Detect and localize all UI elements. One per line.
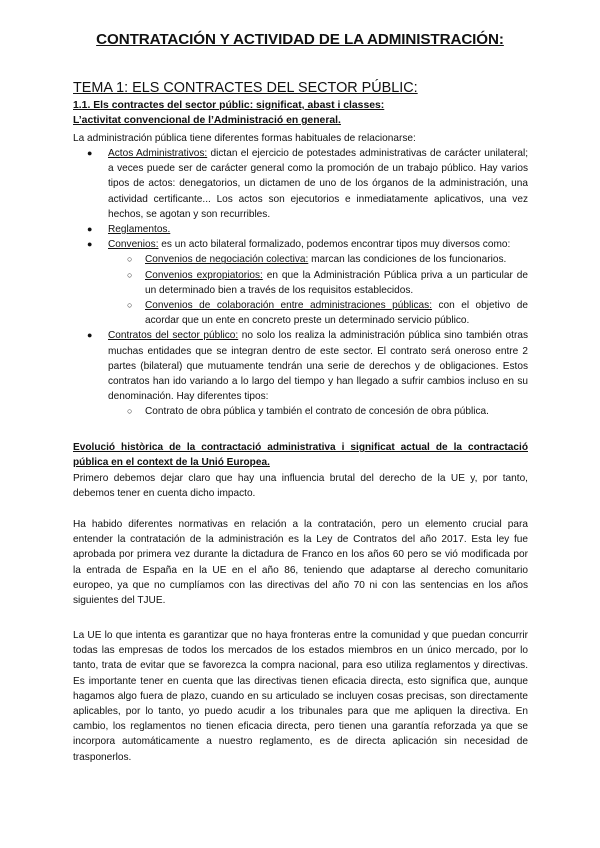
subitem-text: con el objetivo de acordar que un ente en concreto preste un determinado servicio público. — [145, 300, 529, 327]
evolucio-heading: Evolució històrica de la contractació administrativa i significat actual de la contractació pública en el context de la Unió Europea. — [73, 442, 528, 469]
subitem-text: Contrato de obra pública y también el contrato de concesión de obra pública. — [145, 406, 489, 418]
list-item — [73, 222, 528, 237]
bullet-icon: ● — [87, 239, 93, 250]
subitem-text: marcan las condiciones de los funcionarios. — [308, 254, 507, 266]
subitem-term: Convenios de negociación colectiva: — [145, 254, 309, 266]
sub-list-item — [73, 298, 528, 328]
list-item — [73, 328, 528, 404]
item-term: Contratos del sector público: — [108, 330, 239, 342]
bullet-icon: ● — [87, 148, 93, 158]
circle-bullet-icon: ○ — [127, 269, 133, 280]
sub-list-item — [73, 268, 528, 298]
item-text: no solo los realiza la administración pública sino también otras muchas entidades que se integran dentro de este sector. El contrato será oneroso entre 2 partes (bilateral) que mutuamente tendrán una serie de derechos y de obligaciones. Estos contratos han ido variando a lo largo del tiempo y han llegado a sufrir cambios incluso en su denominación. Hay diferentes tipos: — [108, 330, 528, 403]
subsection-heading: L’activitat convencional de l’Administració en general. — [73, 115, 341, 126]
list-item — [73, 146, 528, 222]
sub-list-item — [73, 252, 528, 267]
intro-paragraph: La administración pública tiene diferentes formas habituales de relacionarse: — [73, 133, 416, 144]
paragraph-1: Primero debemos dejar claro que hay una influencia brutal del derecho de la UE y, por tanto, debemos tener en cuenta dicho impacto. — [73, 473, 528, 500]
paragraph-3: La UE lo que intenta es garantizar que no haya fronteras entre la comunidad y que puedan concurrir todas las empresas de todos los mercados de los estados miembros en un único mercado, por lo tanto, trata de evitar que se favorezca la compra nacional, para eso utiliza reglamentos y directivas. Es importante tener en cuenta que las directivas tienen eficacia directa, esto significa que, aunque hagamos algo fuera de plazo, cuando en su articulado se incluyen cosas precisas, son directamente aplicables, por lo tanto, yo puedo acudir a los tribunales para que me apliquen la directiva. En cambio, los reglamentos no tienen eficacia directa, pero tienen una garantía reforzada ya que se incorpora automáticamente a nuestro reglamento, es de directa aplicación sin necesidad de trasponerlos. — [73, 630, 528, 763]
circle-bullet-icon: ○ — [127, 406, 133, 417]
circle-bullet-icon: ○ — [127, 300, 133, 311]
item-text: dictan el ejercicio de potestades administrativas de carácter unilateral; a veces puede ser de carácter general como la promoción de un trabajo público. Hay varios tipos de actos: denegatorios, un dictamen de uno de los órganos de la administración, una actividad certificante... Los actos son ejecutorios e inmediatamente aplicativos, una vez hechos, se agotan y son recurribles. — [108, 148, 528, 220]
sub-list-item — [73, 404, 528, 419]
subitem-term: Convenios de colaboración entre administraciones públicas: — [145, 300, 433, 312]
item-text: es un acto bilateral formalizado, podemos encontrar tipos muy diversos como: — [158, 239, 511, 251]
circle-bullet-icon: ○ — [127, 254, 133, 265]
section-heading: 1.1. Els contractes del sector públic: significat, abast i classes: — [73, 100, 385, 111]
bullet-icon: ● — [87, 224, 93, 235]
forms-list — [73, 146, 528, 420]
subitem-text: en que la Administración Pública priva a un particular de un determinado bien a través de los requisitos establecidos. — [145, 269, 528, 296]
document-title: CONTRATACIÓN Y ACTIVIDAD DE LA ADMINISTRACIÓN: — [96, 31, 504, 48]
item-term: Convenios: — [108, 239, 159, 251]
tema-heading: TEMA 1: ELS CONTRACTES DEL SECTOR PÚBLIC: — [73, 80, 418, 96]
paragraph-2: Ha habido diferentes normativas en relación a la contratación, pero un elemento crucial para entender la contratación de la administración es la Ley de Contratos del año 2017. Esta ley fue aprobada por primera vez durante la dictadura de Franco en los años 60 pero se vió modificada por la entrada de España en la UE en el año 86, teniendo que adaptarse al derecho comunitario europeo, ya que no cumplíamos con las directivas del año 70 ni con las sentencias en los años siguientes del TJUE. — [73, 519, 528, 607]
item-term: Reglamentos. — [108, 224, 171, 236]
subitem-term: Convenios expropiatorios: — [145, 269, 263, 281]
bullet-icon: ● — [87, 330, 93, 341]
item-term: Actos Administrativos: — [108, 148, 208, 159]
list-item — [73, 237, 528, 252]
